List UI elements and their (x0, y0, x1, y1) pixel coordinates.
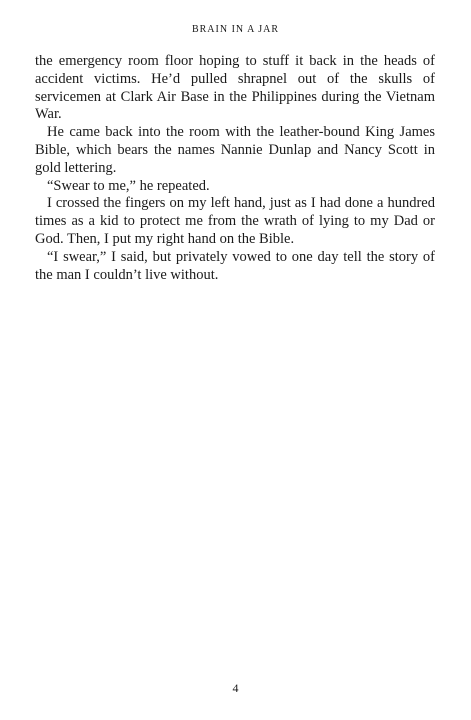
body-text (35, 53, 435, 284)
paragraph: the emergency room floor hoping to stuff it back in the heads of accident victims. He’d pulled shrapnel out of the skulls of servicemen at Clark Air Base in the Philippines during the Vietnam War. (35, 53, 435, 123)
paragraph: “Swear to me,” he repeated. (47, 177, 210, 194)
paragraph: He came back into the room with the leather-bound King James Bible, which bears the names Nannie Dunlap and Nancy Scott in gold lettering. (35, 124, 435, 176)
running-head: BRAIN IN A JAR (191, 24, 280, 35)
paragraph: “I swear,” I said, but privately vowed to one day tell the story of the man I couldn’t live without. (35, 248, 435, 283)
paragraph: I crossed the fingers on my left hand, just as I had done a hundred times as a kid to protect me from the wrath of lying to my Dad or God. Then, I put my right hand on the Bible. (35, 195, 435, 247)
page-number: 4 (232, 681, 239, 695)
